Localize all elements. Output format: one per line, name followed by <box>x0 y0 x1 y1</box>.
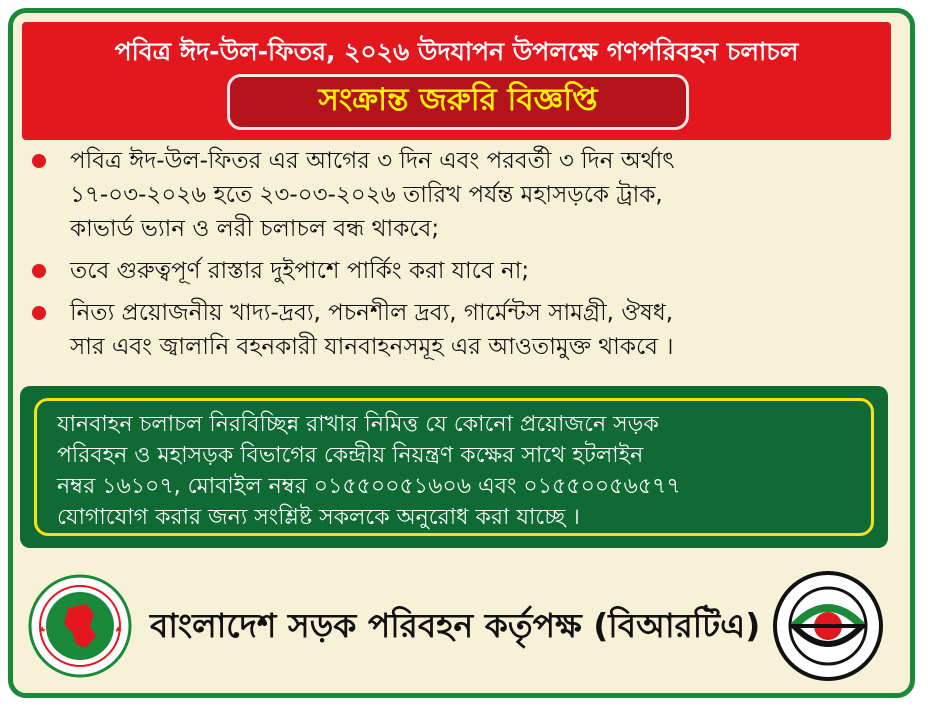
notice-line: পরিবহন ও মহাসড়ক বিভাগের কেন্দ্রীয় নিয়ন্ত্রণ কক্ষের সাথে হটলাইন <box>57 443 644 468</box>
footer <box>20 566 890 684</box>
bullet-dot-icon <box>32 306 46 320</box>
bullet-dot-icon <box>32 154 46 168</box>
organization-name: বাংলাদেশ সড়ক পরিবহন কর্তৃপক্ষ (বিআরটিএ) <box>150 606 761 645</box>
bullet-line: নিত্য প্রয়োজনীয় খাদ্য-দ্রব্য, পচনশীল দ্রব্য, গার্মেন্টস সামগ্রী, ঔষধ, <box>70 300 674 326</box>
bullet-line: কাভার্ড ভ্যান ও লরী চলাচল বন্ধ থাকবে; <box>70 216 440 242</box>
hotline-notice-border <box>34 398 874 536</box>
header-title: সংক্রান্ত জরুরি বিজ্ঞপ্তি <box>318 82 598 118</box>
bullet-item <box>20 254 890 288</box>
bullet-line: সার এবং জ্বালানি বহনকারী যানবাহনসমূহ এর আওতামুক্ত থাকবে । <box>70 334 674 360</box>
bullet-line: পবিত্র ঈদ-উল-ফিতর এর আগের ৩ দিন এবং পরবর্তী ৩ দিন অর্থাৎ <box>70 148 675 174</box>
bullet-list <box>20 144 890 364</box>
header-banner <box>22 22 891 140</box>
bullet-dot-icon <box>32 264 46 278</box>
bullet-item <box>20 144 890 246</box>
brta-logo-icon <box>772 570 884 682</box>
notice-line: যোগাযোগ করার জন্য সংশ্লিষ্ট সকলকে অনুরোধ করা যাচ্ছে । <box>57 505 580 530</box>
header-title-badge <box>227 74 689 130</box>
government-seal-icon <box>28 574 132 678</box>
notice-line: যানবাহন চলাচল নিরবিচ্ছিন্ন রাখার নিমিত্ত যে কোনো প্রয়োজনে সড়ক <box>57 412 659 437</box>
header-subtitle: পবিত্র ঈদ-উল-ফিতর, ২০২৬ উদযাপন উপলক্ষে গণপরিবহন চলাচল <box>114 37 799 66</box>
notice-line: নম্বর ১৬১০৭, মোবাইল নম্বর ০১৫৫০০৫১৬০৬ এবং ০১৫৫০০৫৬৫৭৭ <box>57 474 681 499</box>
hotline-notice-box <box>20 386 888 548</box>
bullet-line: তবে গুরুত্বপূর্ণ রাস্তার দুইপাশে পার্কিং করা যাবে না; <box>70 258 530 284</box>
bullet-item <box>20 296 890 364</box>
bullet-line: ১৭-০৩-২০২৬ হতে ২৩-০৩-২০২৬ তারিখ পর্যন্ত মহাসড়কে ট্রাক, <box>70 182 663 208</box>
